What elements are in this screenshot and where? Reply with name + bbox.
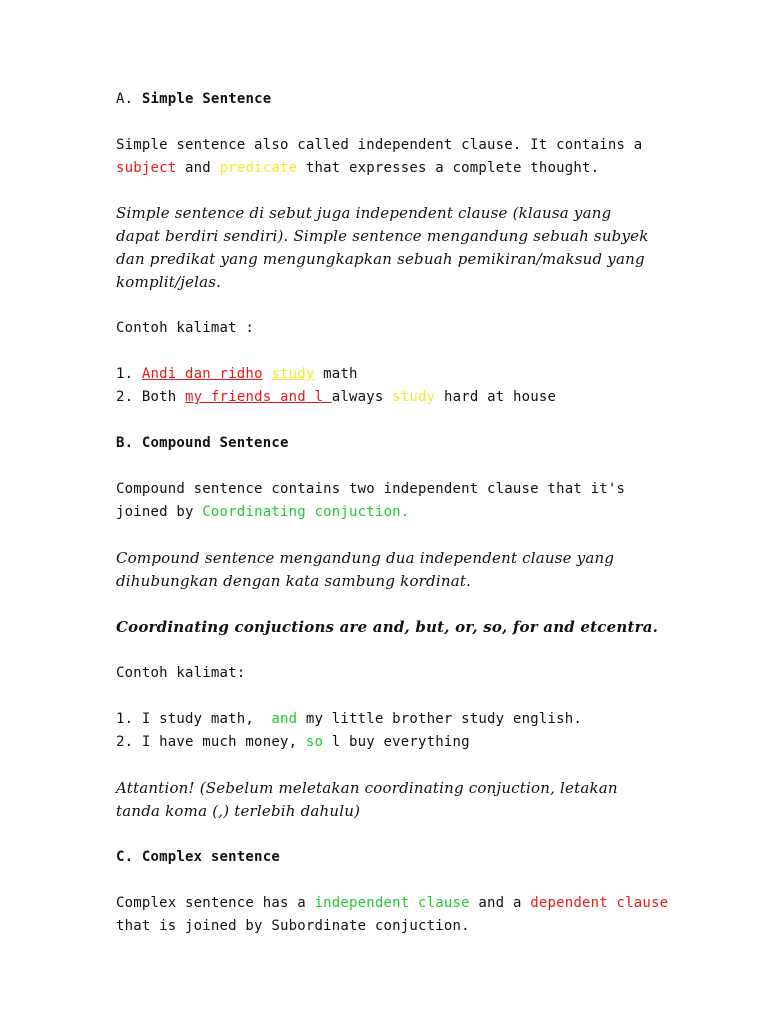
section-a-contoh: Contoh kalimat : xyxy=(116,320,255,336)
example-rest: hard at house xyxy=(435,389,557,405)
section-a-title: Simple Sentence xyxy=(141,91,272,107)
coordinating-term: Coordinating conjuction. xyxy=(202,504,410,520)
section-b-title: B. Compound Sentence xyxy=(116,435,289,451)
example-rest: my little brother study english. xyxy=(297,711,582,727)
desc-start: Complex sentence has a xyxy=(116,895,315,911)
and-text: and xyxy=(176,160,220,176)
section-a-letter: A. xyxy=(116,91,134,107)
example-subject: my friends and l xyxy=(185,389,332,405)
example-start: 2. I have much money, xyxy=(116,734,306,750)
section-a-heading xyxy=(116,89,271,109)
section-b-indo-line2: dihubungkan dengan kata sambung kordinat. xyxy=(116,572,472,590)
attention-line2: tanda koma (,) terlebih dahulu) xyxy=(116,802,361,820)
example-rest: math xyxy=(314,366,358,382)
example-conjunction: and xyxy=(271,711,298,727)
example-start: 1. I study math, xyxy=(116,711,272,727)
section-a-indo-line2: dapat berdiri sendiri). Simple sentence mengandung sebuah subyek xyxy=(116,227,649,245)
coordinating-list: Coordinating conjuctions are and, but, or, so, for and etcentra. xyxy=(116,618,659,636)
subject-term: subject xyxy=(116,160,177,176)
desc-rest: that expresses a complete thought. xyxy=(297,160,600,176)
example-verb: study xyxy=(271,366,315,382)
example-subject: Andi dan ridho xyxy=(141,366,263,382)
example-number: 1. xyxy=(116,366,142,382)
example-always: always xyxy=(331,389,393,405)
section-a-desc-line1: Simple sentence also called independent clause. It contains a xyxy=(116,137,643,153)
predicate-term: predicate xyxy=(219,160,298,176)
section-a-indo-line3: dan predikat yang mengungkapkan sebuah pemikiran/maksud yang xyxy=(116,250,645,268)
example-rest: l buy everything xyxy=(323,734,470,750)
section-a-indo-line1: Simple sentence di sebut juga independent clause (klausa yang xyxy=(116,204,612,222)
independent-clause-term: independent clause xyxy=(314,895,470,911)
section-b-desc-line2 xyxy=(116,502,409,522)
example-verb: study xyxy=(392,389,436,405)
section-b-desc-line1: Compound sentence contains two independent clause that it's xyxy=(116,481,626,497)
section-c-desc-line2: that is joined by Subordinate conjuction. xyxy=(116,918,470,934)
joined-by-text: joined by xyxy=(116,504,203,520)
section-a-indo-line4: komplit/jelas. xyxy=(116,273,222,291)
example-conjunction: so xyxy=(305,734,324,750)
section-c-desc-line1 xyxy=(116,893,668,913)
and-text: and a xyxy=(469,895,531,911)
section-a-desc-line2 xyxy=(116,158,599,178)
attention-line1: Attantion! (Sebelum meletakan coordinating conjuction, letakan xyxy=(116,779,618,797)
section-b-example-2 xyxy=(116,732,470,752)
dependent-clause-term: dependent clause xyxy=(530,895,669,911)
section-a-example-1 xyxy=(116,364,358,384)
example-both: Both xyxy=(141,389,186,405)
example-number: 2. xyxy=(116,389,142,405)
section-c-title: C. Complex sentence xyxy=(116,849,280,865)
section-b-contoh: Contoh kalimat: xyxy=(116,665,246,681)
section-b-example-1 xyxy=(116,709,582,729)
section-a-example-2 xyxy=(116,387,556,407)
section-b-indo-line1: Compound sentence mengandung dua independent clause yang xyxy=(116,549,615,567)
